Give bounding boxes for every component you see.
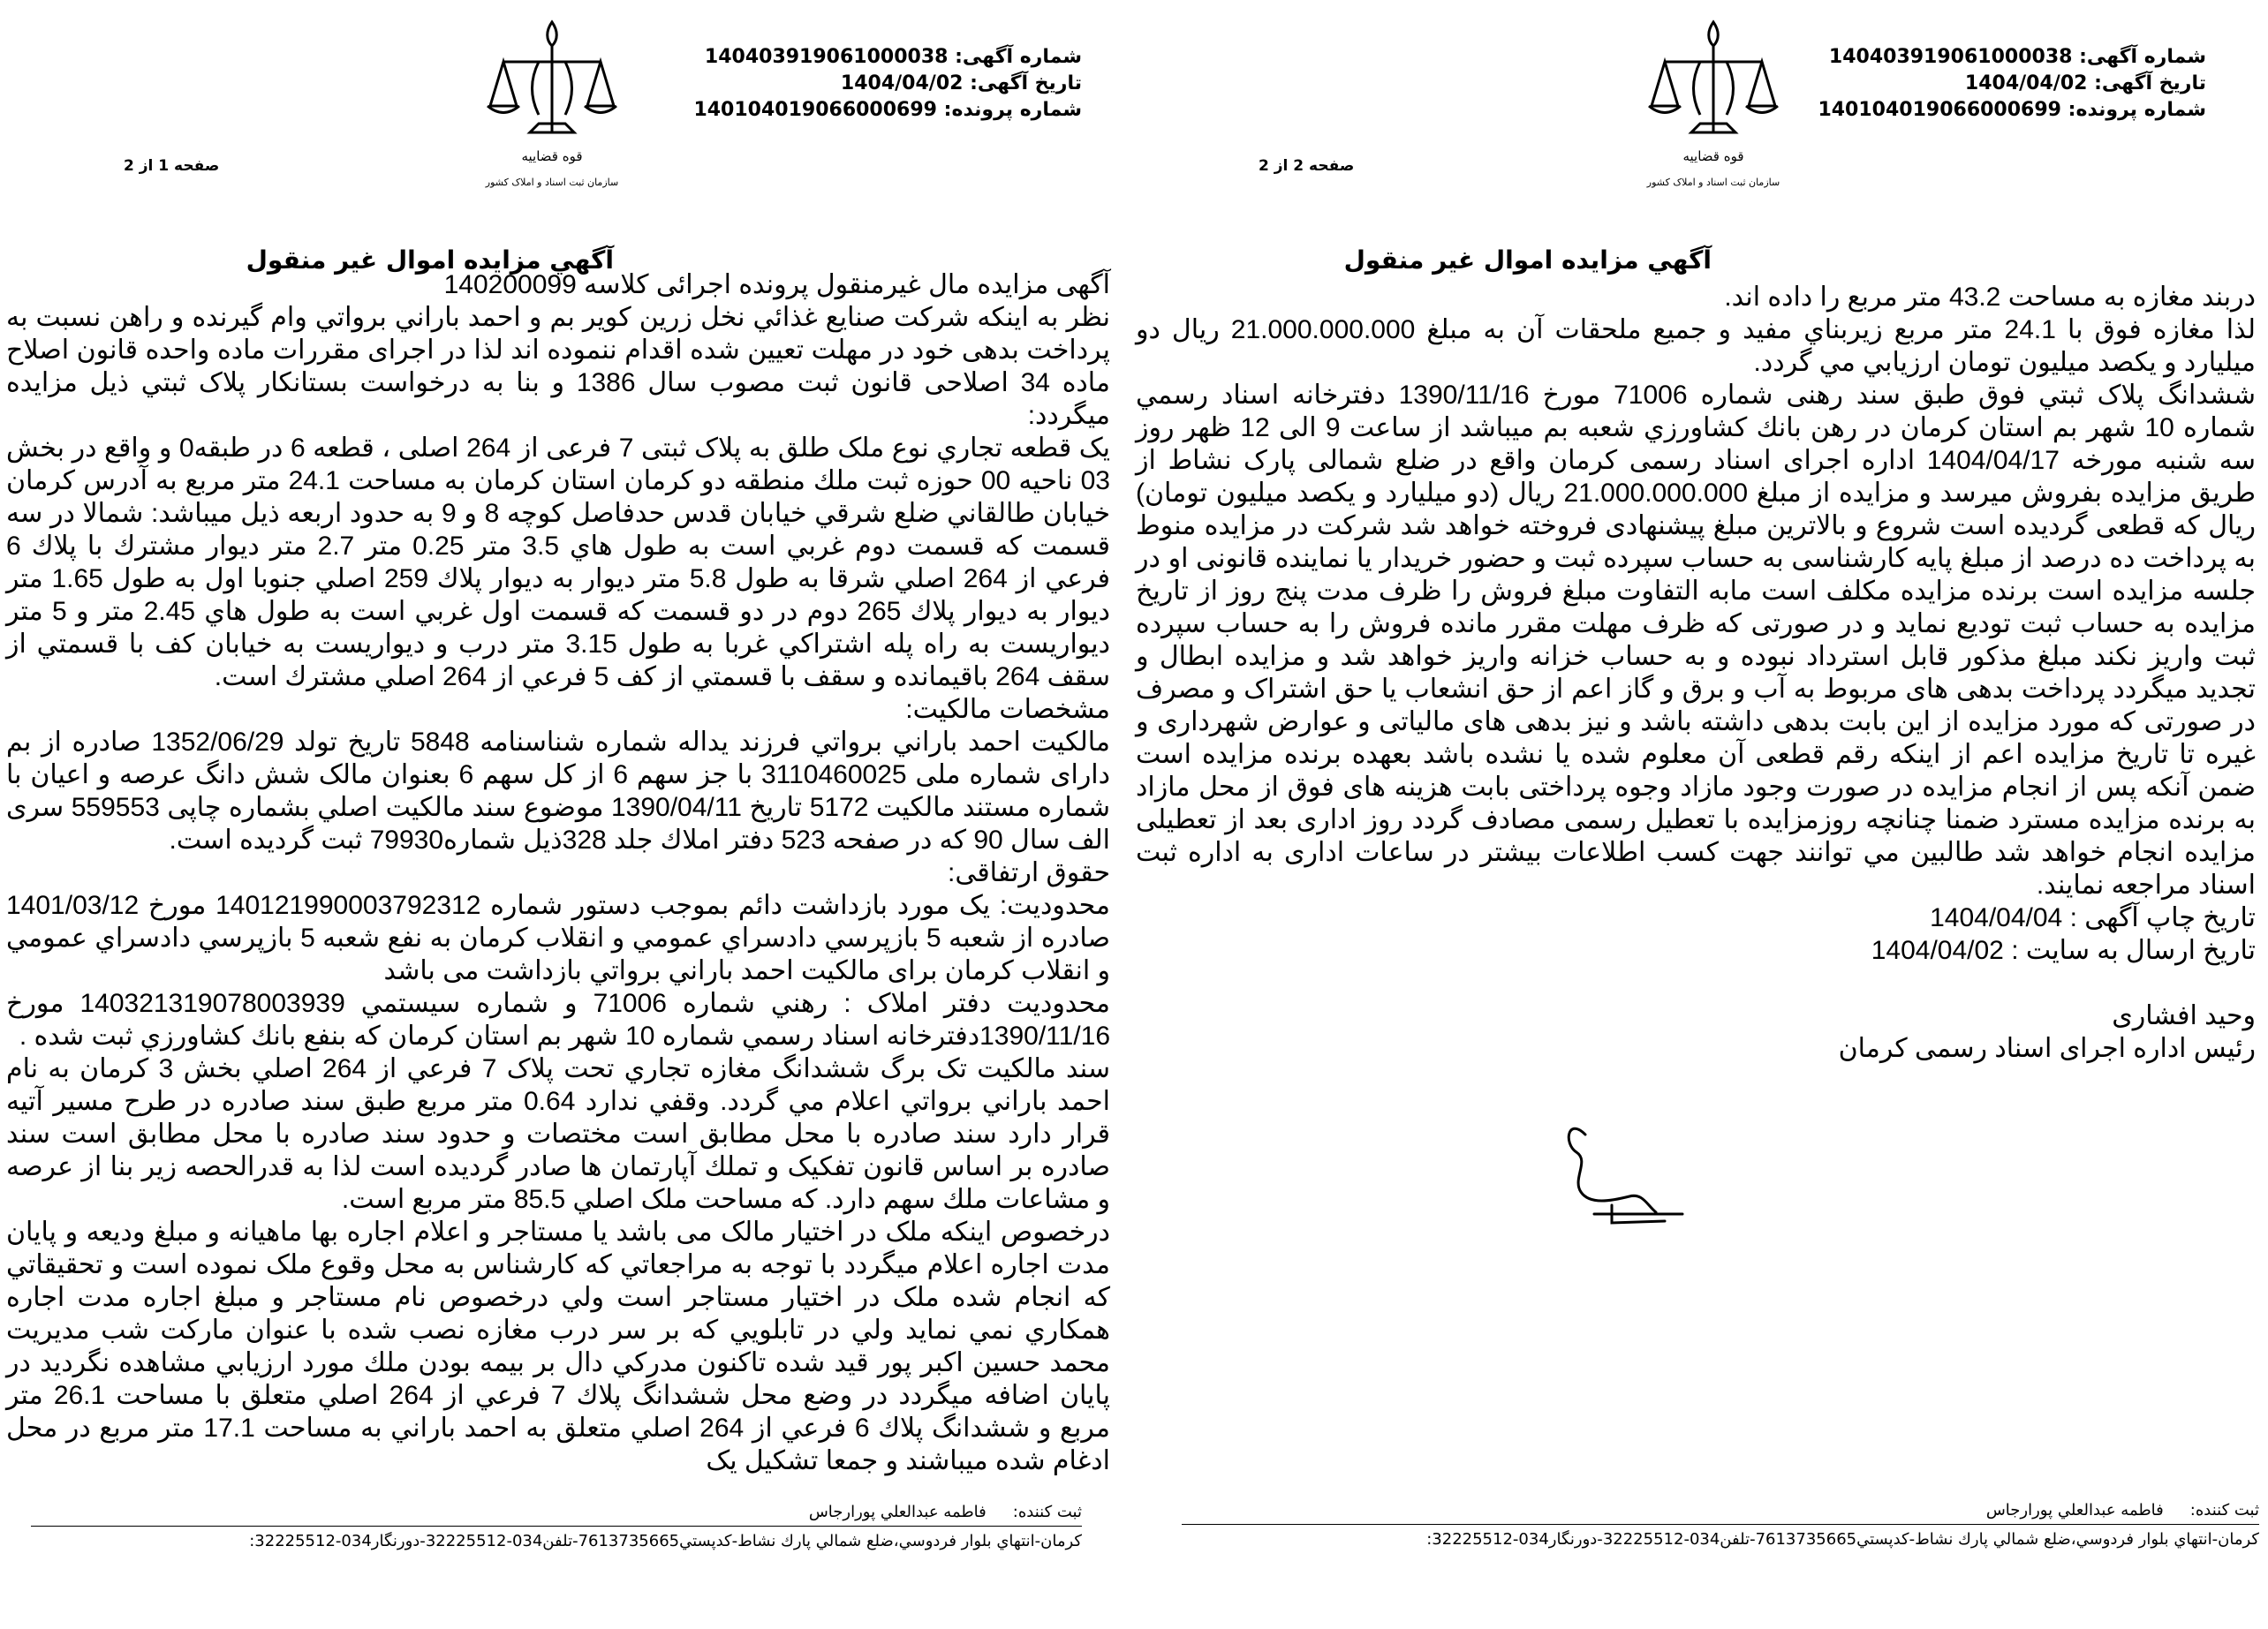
body-paragraph: حقوق ارتفاقی: [948, 858, 1110, 887]
page-number: صفحه 1 از 2 [124, 157, 220, 175]
judiciary-emblem-icon [477, 9, 627, 203]
notice-date-row [1818, 71, 2206, 97]
notice-header [1818, 44, 2206, 124]
registrar-name: فاطمه عبدالعلي پورارجاس [808, 1503, 987, 1521]
case-number-row [1818, 97, 2206, 124]
case-number: 140104019066000699 [693, 99, 937, 121]
registrar-name: فاطمه عبدالعلي پورارجاس [1985, 1501, 2164, 1520]
signer-name: وحيد افشاری [2112, 1001, 2256, 1030]
notice-number-row [1818, 44, 2206, 71]
notice-date-label: تاریخ آگهی: [970, 72, 1082, 94]
footer-divider [31, 1526, 1082, 1527]
spacer [1136, 967, 2256, 999]
body-paragraph: محدوديت: يک مورد بازداشت دائم بموجب دستور شماره 140121990003792312 مورخ 1401/03/12 صادره از شعبه 5 بازپرسي دادسراي عمومي و انقلاب كرمان به نفع شعبه 5 بازپرسي دادسراي عمومي و انقلاب كرمان برای مالكيت احمد باراني برواتي بازداشت می باشد [6, 891, 1111, 985]
body-paragraph: يک قطعه تجاري نوع ملک طلق به پلاک ثبتی 7 فرعی از 264 اصلی ، قطعه 6 در طبقه0 و واقع در بخش 03 ناحيه 00 حوزه ثبت ملك منطقه دو کرمان استان کرمان به مساحت 24.1 متر مربع به آدرس كرمان خيابان طالقاني ضلع شرقي خيابان قدس حدفاصل کوچه 8 و 9 به حدود اربعه ذيل ميباشد: شمالا در سه قسمت كه قسمت دوم غربي است به طول هاي 3.5 متر 0.25 متر 2.7 متر ديوار مشترك با پلاك 6 فرعي از 264 اصلي شرقا به طول 5.8 متر ديوار به ديوار پلاك 259 اصلي جنوبا اول به طول 1.65 متر ديوار به ديوار پلاك 265 دوم در دو قسمت كه قسمت اول غربي است به طول هاي 2.45 متر و 5 متر ديواريست به راه پله اشتراكي غربا به طول 3.15 متر درب و ديواريست به خيابان كف با قسمتي از سقف 264 باقيمانده و سقف با قسمتي از كف 5 فرعي از 264 اصلي مشترك است. [6, 434, 1111, 691]
case-number-row [693, 97, 1082, 124]
notice-date-row [693, 71, 1082, 97]
case-number-label: شماره پرونده: [2068, 99, 2206, 121]
case-number: 140104019066000699 [1818, 99, 2061, 121]
registrar-row [4, 1503, 1082, 1522]
notice-date: 1404/04/02 [840, 72, 964, 94]
print-date-row [1136, 901, 2256, 934]
body-paragraph: نظر به اينكه شركت صنايع غذائي نخل زرين كوير بم و احمد باراني برواتي وام گيرنده و راهن نسبت به پرداخت بدهی خود در مهلت تعيين شده اقدام ننموده اند لذا در اجرای مقررات ماده واحده قانون اصلاح ماده 34 اصلاحی قانون ثبت مصوب سال 1386 و بنا به درخواست بستانکار پلاک ثبتي ذيل مزايده ميگردد: [6, 303, 1110, 430]
body-paragraph: سند مالكيت تک برگ ششدانگ مغازه تجاري تحت پلاک 7 فرعي از 264 اصلي بخش 3 كرمان به نام احمد باراني برواتي اعلام مي گردد. وقفي ندارد 0.64 متر مربع طبق سند صادره در طرح مسير آتيه قرار دارد سند صادره با محل مطابق است مختصات و حدود سند صادره با محل مطابق است سند صادره بر اساس قانون تفكيک و تملك آپارتمان ها صادر گرديده است لذا به قدرالحصه زير بنا از عرصه و مشاعات ملك سهم دارد. كه مساحت ملک اصلي 85.5 متر مربع است. [6, 1054, 1110, 1214]
body-paragraph: محدوديت دفتر املاک : رهني شماره 71006 و شماره سيستمي 140321319078003939 مورخ 1390/11/16دفترخانه اسناد رسمي شماره 10 شهر بم استان كرمان كه بنفع بانك كشاورزي ثبت شده . [6, 989, 1110, 1051]
emblem-caption-2: سازمان ثبت اسناد و املاک کشور [485, 177, 619, 188]
print-date: 1404/04/04 [1930, 903, 2063, 932]
notice-number: 140403919061000038 [1828, 46, 2073, 68]
body-paragraph: آگهی مزايده مال غيرمنقول پرونده اجرائی كلاسه 140200099 [443, 270, 1110, 299]
notice-number-label: شماره آگهی: [955, 46, 1082, 68]
notice-page-1 [0, 0, 1126, 1629]
notice-number-label: شماره آگهی: [2079, 46, 2206, 68]
body-paragraph: مالكيت احمد باراني برواتي فرزند يداله شماره شناسنامه 5848 تاريخ تولد 1352/06/29 صادره از بم دارای شماره ملی 3110460025 با جز سهم 6 از کل سهم 6 بعنوان مالک شش دانگ عرصه و اعيان با شماره مستند مالکيت 5172 تاريخ 1390/04/11 موضوع سند مالکيت اصلي بشماره چاپی 559553 سری الف سال 90 كه در صفحه 523 دفتر املاك جلد 328ذيل شماره79930 ثبت گرديده است. [6, 728, 1110, 855]
office-address: كرمان-انتهاي بلوار فردوسي،ضلع شمالي پارك نشاط-كدپستي7613735665-تلفن034-32225512-دورنگار034-32225512: [249, 1532, 1082, 1550]
signer-title: رئيس اداره اجرای اسناد رسمی كرمان [1838, 1034, 2256, 1063]
emblem-caption-2: سازمان ثبت اسناد و املاک کشور [1646, 177, 1780, 188]
page-number: صفحه 2 از 2 [1259, 157, 1355, 175]
notice-footer [4, 1503, 1082, 1551]
notice-body [6, 268, 1110, 1477]
registrar-label: ثبت كننده: [1012, 1503, 1082, 1521]
footer-divider [1182, 1524, 2259, 1525]
notice-header [693, 44, 1082, 124]
notice-title: آگهي مزايده اموال غير منقول [246, 245, 614, 275]
case-number-label: شماره پرونده: [943, 99, 1082, 121]
send-date-label: تاريخ ارسال به سايت : [2011, 936, 2256, 965]
registrar-label: ثبت كننده: [2189, 1501, 2259, 1520]
notice-date-label: تاریخ آگهی: [2094, 72, 2206, 94]
signature-icon [1559, 1108, 1700, 1241]
send-date: 1404/04/02 [1871, 936, 2004, 965]
judiciary-emblem-icon [1638, 9, 1788, 203]
notice-page-2 [1135, 0, 2268, 1629]
body-paragraph: ششدانگ پلاک ثبتي فوق طبق سند رهنی شماره 71006 مورخ 1390/11/16 دفترخانه اسناد رسمي شماره 10 شهر بم استان کرمان در رهن بانك كشاورزي شعبه بم ميباشد از ساعت 9 الی 12 ظهر روز سه شنبه مورخه 1404/04/17 اداره اجرای اسناد رسمی کرمان واقع در ضلع شمالی پارک نشاط از طريق مزايده بفروش ميرسد و مزايده از مبلغ 21.000.000.000 ريال (دو ميليارد و يكصد ميليون تومان) ريال که قطعی گرديده است شروع و بالاترين مبلغ پيشنهادی فروخته خواهد شد شرکت در مزايده منوط به پرداخت ده درصد از مبلغ پايه کارشناسی به حساب سپرده ثبت و حضور خريدار يا نماينده قانونی او در جلسه مزايده است برنده مزايده مکلف است مابه التفاوت مبلغ فروش را ظرف مدت پنج روز از تاريخ مزايده به حساب ثبت توديع نمايد و در صورتی که ظرف مهلت مقرر مانده فروش را به حساب سپرده ثبت واريز نکند مبلغ مذکور قابل استرداد نبوده و به حساب خزانه واريز خواهد شد و مزايده ابطال و تجديد ميگردد پرداخت بدهی های مربوط به آب و برق و گاز اعم از حق انشعاب يا حق اشتراک و مصرف در صورتی که مورد مزايده از اين بابت بدهی داشته باشد و نيز بدهی های مالياتی و عوارض شهرداری و غيره تا تاريخ مزايده اعم از اينکه رقم قطعی آن معلوم شده يا نشده باشد بعهده برنده مزايده است ضمن آنكه پس از انجام مزايده در صورت وجود مازاد وجوه پرداختی بابت هزينه های فوق از محل مازاد به برنده مزايده مسترد ضمنا چنانچه روزمزايده با تعطيل رسمی مصادف گردد روز اداری بعد از تعطيلی مزايده انجام خواهد شد طالبين مي توانند جهت كسب اطلاعات بيشتر در ساعات اداری به اداره ثبت اسناد مراجعه نمايند. [1136, 381, 2256, 900]
print-date-label: تاريخ چاپ آگهی : [2069, 903, 2256, 932]
send-date-row [1136, 934, 2256, 967]
notice-footer [1138, 1501, 2259, 1550]
notice-title: آگهي مزايده اموال غير منقول [1343, 245, 1712, 275]
registrar-row [1138, 1501, 2259, 1520]
emblem-caption-1: قوه قضاییه [1682, 148, 1744, 164]
emblem-caption-1: قوه قضاییه [521, 148, 583, 164]
notice-number: 140403919061000038 [704, 46, 949, 68]
notice-date: 1404/04/02 [1964, 72, 2088, 94]
notice-body [1136, 281, 2256, 1065]
body-paragraph: دربند مغازه به مساحت 43.2 متر مربع را داده اند. [1724, 283, 2256, 312]
body-paragraph: لذا مغازه فوق با 24.1 متر مربع زيربناي مفيد و جميع ملحقات آن به مبلغ 21.000.000.000 ريال دو ميليارد و يكصد ميليون تومان ارزيابي مي گردد. [1136, 315, 2256, 377]
notice-number-row [693, 44, 1082, 71]
body-paragraph: درخصوص اينكه ملک در اختيار مالک می باشد يا مستاجر و اعلام اجاره بها ماهيانه و مبلغ وديعه و پايان مدت اجاره اعلام ميگردد با توجه به مراجعاتي كه كارشناس به محل وقوع ملک نموده است و تحقيقاتي كه انجام شده ملک در اختيار مستاجر است ولي درخصوص نام مستاجر و مبلغ اجاره مدت اجاره همكاري نمي نمايد ولي در تابلويي كه بر سر درب مغازه نصب شده با عنوان ماركت شب مديريت محمد حسين اكبر پور قيد شده تاكنون مدركي دال بر بيمه بودن ملك مورد ارزيابي مشاهده نگرديد در پايان اضافه ميگردد در وضع محل ششدانگ پلاك 7 فرعي از 264 اصلي متعلق با مساحت 26.1 متر مربع و ششدانگ پلاك 6 فرعي از 264 اصلي متعلق به احمد باراني به مساحت 17.1 متر مربع در محل ادغام شده ميباشند و جمعا تشكيل يک [6, 1218, 1110, 1475]
body-paragraph: مشخصات مالكيت: [905, 695, 1110, 724]
office-address: كرمان-انتهاي بلوار فردوسي،ضلع شمالي پارك نشاط-كدپستي7613735665-تلفن034-32225512-دورنگار034-32225512: [1426, 1530, 2259, 1549]
